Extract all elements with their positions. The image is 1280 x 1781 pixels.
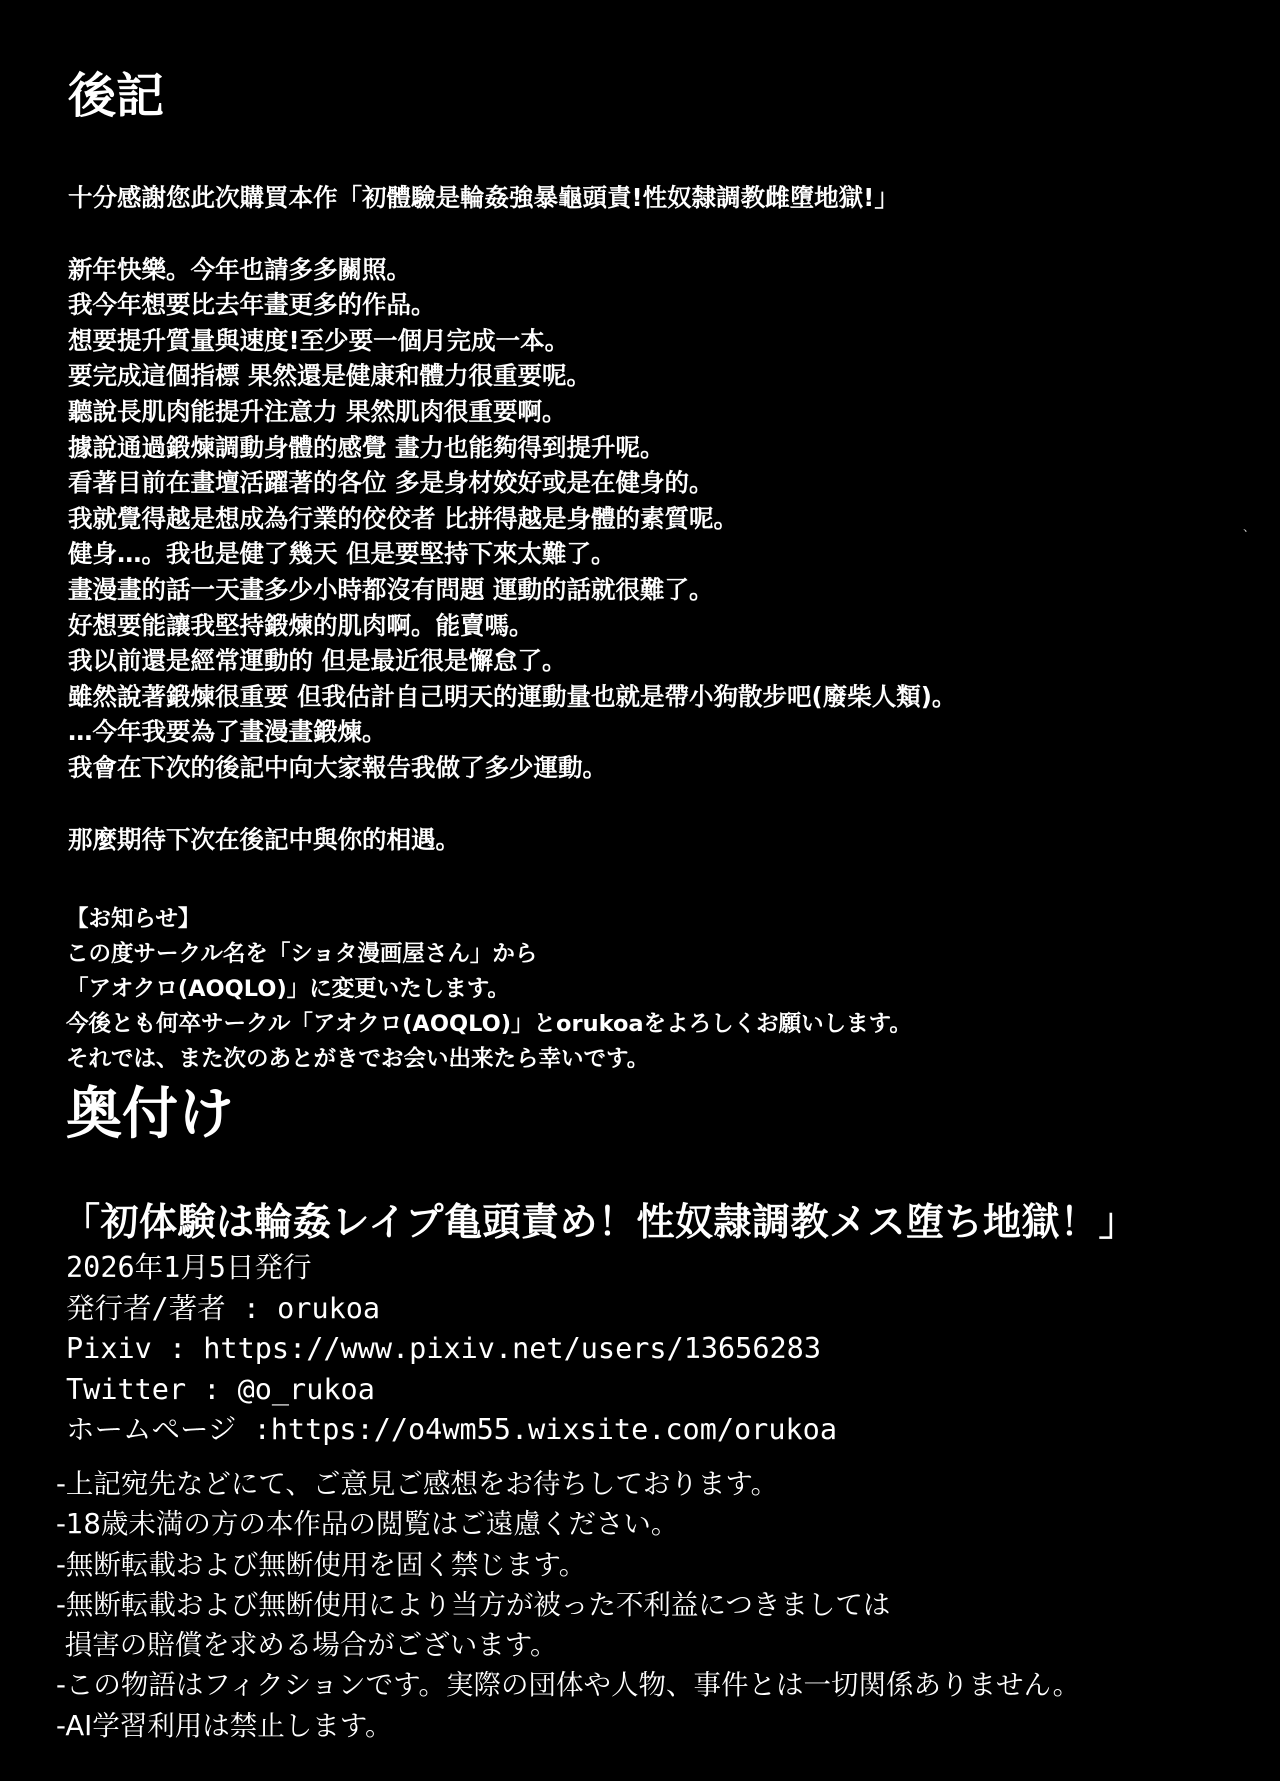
afterword-line: 我以前還是經常運動的 但是最近很是懈怠了。 bbox=[68, 646, 567, 676]
afterword-body bbox=[68, 180, 1218, 857]
afterword-line: 想要提升質量與速度!至少要一個月完成一本。 bbox=[68, 325, 570, 355]
colophon-title: 奥付け bbox=[66, 1082, 234, 1147]
homepage-link: ホームページ :https://o4wm55.wixsite.com/orukoa bbox=[66, 1413, 837, 1446]
colophon-info bbox=[66, 1248, 837, 1451]
afterword-line: 我今年想要比去年畫更多的作品。 bbox=[68, 290, 436, 320]
afterword-line: 我會在下次的後記中向大家報告我做了多少運動。 bbox=[68, 752, 607, 782]
terms-item: -上記宛先などにて、ご意見ご感想をお待ちしております。 bbox=[56, 1468, 779, 1500]
afterword-thanks-line: 十分感謝您此次購買本作「初體驗是輪姦強暴龜頭責!性奴隸調教雌墮地獄!」 bbox=[68, 183, 899, 212]
publish-date: 2026年1月5日発行 bbox=[66, 1251, 312, 1284]
notice-heading: 【お知らせ】 bbox=[66, 906, 201, 932]
author-line: 発行者/著者 : orukoa bbox=[66, 1291, 381, 1325]
notice-line: それでは、また次のあとがきでお会い出来たら幸いです。 bbox=[66, 1046, 650, 1072]
afterword-line: 我就覺得越是想成為行業的佼佼者 比拼得越是身體的素質呢。 bbox=[68, 503, 739, 533]
afterword-line: 聽說長肌肉能提升注意力 果然肌肉很重要啊。 bbox=[68, 396, 567, 426]
notice-line: 「アオクロ(AOQLO)」に変更いたします。 bbox=[66, 976, 510, 1002]
afterword-title: 後記 bbox=[68, 68, 165, 124]
pixiv-link: Pixiv : https://www.pixiv.net/users/13656283 bbox=[66, 1332, 821, 1365]
twitter-handle: Twitter : @o_rukoa bbox=[66, 1372, 375, 1406]
terms-item: -18歳未満の方の本作品の閲覧はご遠慮ください。 bbox=[56, 1508, 679, 1541]
stray-mark: 、 bbox=[1243, 520, 1256, 534]
terms-item: -無断転載および無断使用により当方が被った不利益につきましては bbox=[56, 1588, 891, 1621]
afterword-line: 新年快樂。今年也請多多關照。 bbox=[68, 254, 411, 284]
afterword-line: 畫漫畫的話一天畫多少小時都沒有問題 運動的話就很難了。 bbox=[68, 574, 714, 604]
notice-block bbox=[66, 902, 912, 1077]
book-title: 「初体験は輪姦レイプ亀頭責め！性奴隷調教メス堕ち地獄！」 bbox=[62, 1200, 1137, 1244]
notice-line: この度サークル名を「ショタ漫画屋さん」から bbox=[66, 941, 538, 967]
terms-list bbox=[56, 1464, 1080, 1746]
afterword-line: 好想要能讓我堅持鍛煉的肌肉啊。能賣嗎。 bbox=[68, 610, 534, 640]
notice-line: 今後とも何卒サークル「アオクロ(AOQLO)」とorukoaをよろしくお願いします。 bbox=[66, 1011, 912, 1037]
terms-item: -この物語はフィクションです。実際の団体や人物、事件とは一切関係ありません。 bbox=[56, 1669, 1081, 1702]
terms-item: -無断転載および無断使用を固く禁じます。 bbox=[56, 1548, 587, 1581]
afterword-line: 據說通過鍛煉調動身體的感覺 畫力也能夠得到提升呢。 bbox=[68, 432, 665, 462]
afterword-line: 要完成這個指標 果然還是健康和體力很重要呢。 bbox=[68, 361, 592, 391]
terms-item: -AI学習利用は禁止します。 bbox=[56, 1709, 393, 1742]
afterword-line: 健身…。我也是健了幾天 但是要堅持下來太難了。 bbox=[68, 539, 616, 569]
afterword-line: 雖然說著鍛煉很重要 但我估計自己明天的運動量也就是帶小狗散步吧(廢柴人類)。 bbox=[68, 681, 957, 711]
afterword-line: …今年我要為了畫漫畫鍛煉。 bbox=[68, 717, 387, 747]
afterword-line: 看著目前在畫壇活躍著的各位 多是身材姣好或是在健身的。 bbox=[68, 468, 714, 498]
afterword-closing-line: 那麼期待下次在後記中與你的相遇。 bbox=[68, 824, 460, 854]
terms-item: 損害の賠償を求める場合がございます。 bbox=[56, 1629, 558, 1662]
